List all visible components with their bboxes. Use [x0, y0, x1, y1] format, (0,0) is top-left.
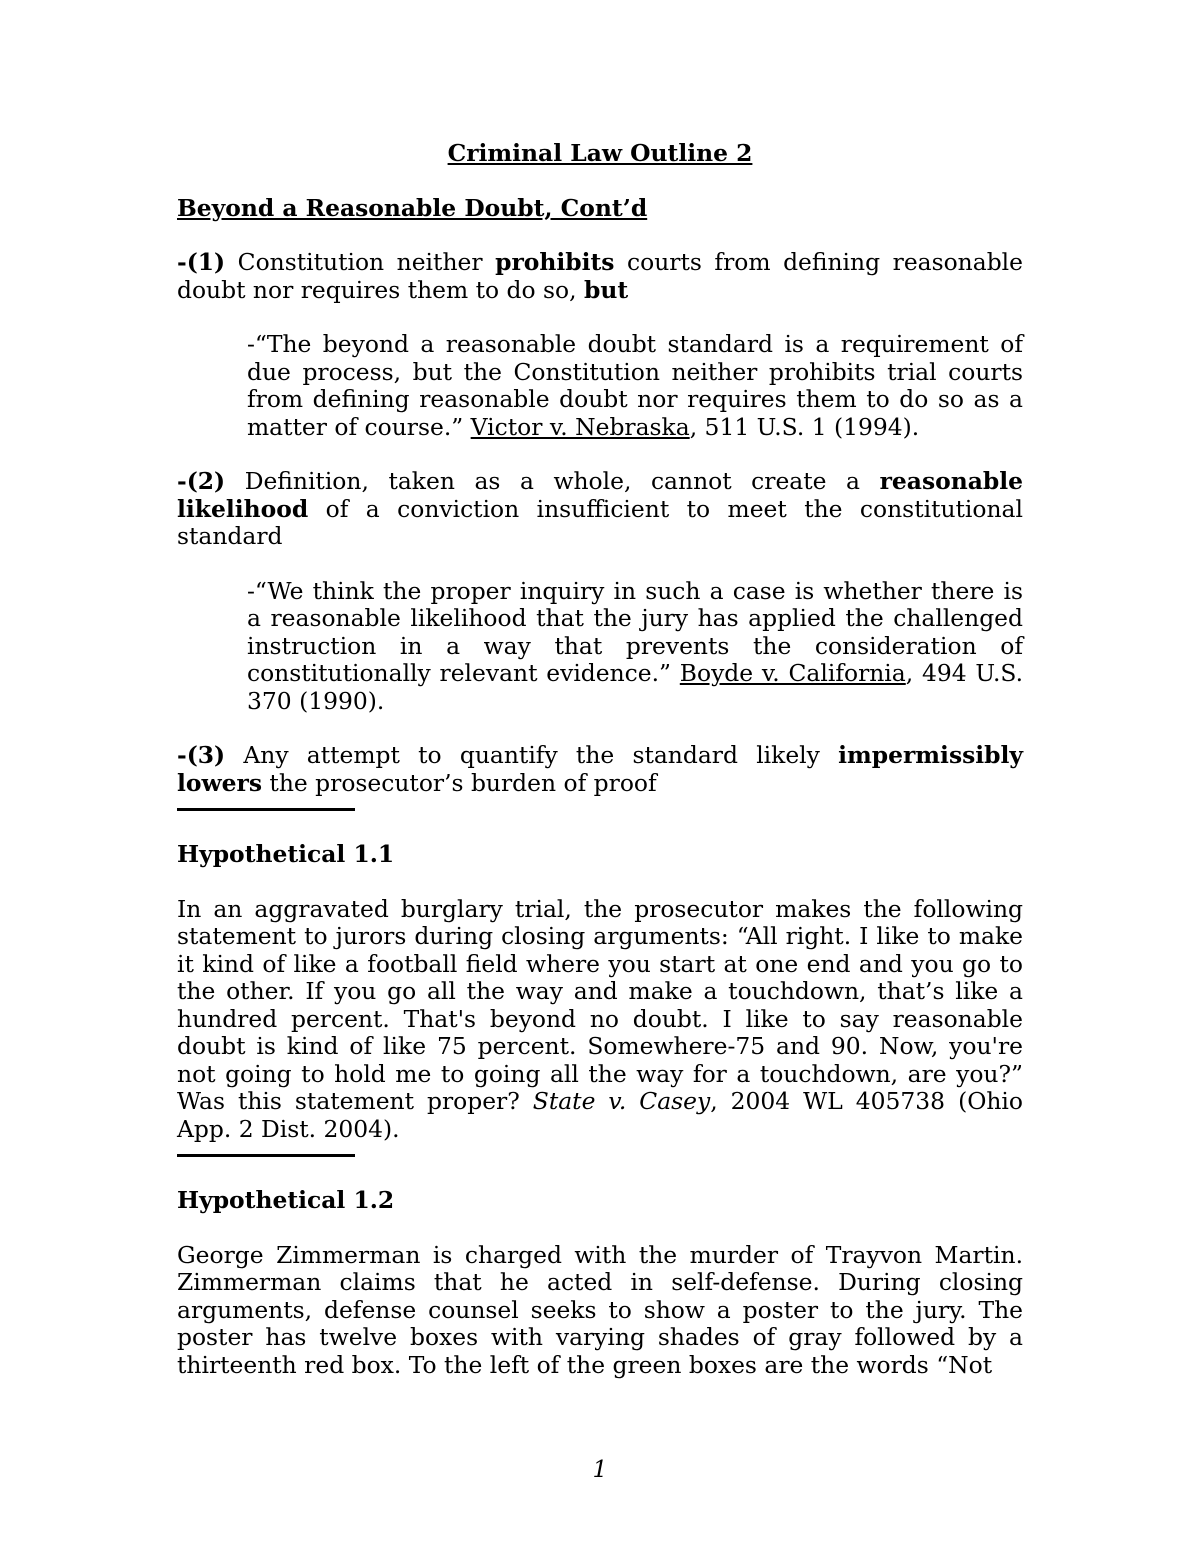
page-number: 1 [592, 1455, 608, 1483]
hypothetical-1-1-heading: Hypothetical 1.1 [177, 840, 395, 868]
outline-point-3 [177, 742, 1023, 797]
point-text: Constitution neither [225, 248, 496, 276]
point-text: courts from defining reasonable doubt nor requires them to do so, [177, 248, 1023, 304]
separator-rule [177, 808, 355, 811]
point-number: -(1) [177, 248, 226, 276]
case-citation: , 494 U.S. 370 (1990). [247, 659, 1024, 715]
quote-text: -“The beyond a reasonable doubt standard is a requirement of due process, but the Constitution neither prohibits trial courts from defining reasonable doubt nor requires them to do so as a matter of course.” [247, 330, 1023, 441]
outline-point-2 [177, 468, 1023, 551]
outline-point-1 [177, 249, 1023, 304]
case-name: State v. Casey [532, 1087, 711, 1115]
case-citation: , 2004 WL 405738 (Ohio App. 2 Dist. 2004). [177, 1087, 1023, 1143]
point-emphasis: reasonable likelihood [177, 467, 1023, 523]
document-content [177, 140, 1023, 1406]
quote-text: -“We think the proper inquiry in such a case is whether there is a reasonable likelihood that the jury has applied the challenged instruction in a way that prevents the consideration of constitutionally relevant evidence.” [247, 576, 1023, 687]
separator-rule [177, 1154, 355, 1157]
point-number: -(3) [177, 741, 226, 769]
point-emphasis: prohibits [495, 248, 615, 276]
point-emphasis: but [583, 275, 629, 304]
case-citation: , 511 U.S. 1 (1994). [689, 412, 920, 441]
case-name: Boyde v. California [679, 659, 906, 687]
section-heading: Beyond a Reasonable Doubt, Cont’d [177, 193, 648, 222]
point-text: of a conviction insufficient to meet the constitutional standard [177, 494, 1023, 550]
hypothetical-text: In an aggravated burglary trial, the prosecutor makes the following statement to jurors during closing arguments: “All right. I like to make it kind of like a football field where you start at one end and you go to the other. If you go all the way and make a touchdown, that’s like a hundred percent. That's beyond no doubt. I like to say reasonable doubt is kind of like 75 percent. Somewhere-75 and 90. Now, you're not going to hold me to going all the way for a touchdown, are you?” Was this statement proper? [177, 894, 1023, 1115]
document-title: Criminal Law Outline 2 [447, 139, 753, 167]
quote-boyde [247, 578, 1023, 716]
case-name: Victor v. Nebraska [470, 412, 690, 441]
point-number: -(2) [177, 467, 226, 495]
hypothetical-1-1-body [177, 896, 1023, 1144]
hypothetical-1-2-heading: Hypothetical 1.2 [177, 1186, 395, 1214]
hypothetical-1-2-body: George Zimmerman is charged with the murder of Trayvon Martin. Zimmerman claims that he acted in self-defense. During closing arguments, defense counsel seeks to show a poster to the jury. The poster has twelve boxes with varying shades of gray followed by a thirteenth red box. To the left of the green boxes are the words “Not [177, 1240, 1023, 1379]
point-text: the prosecutor’s burden of proof [262, 768, 657, 797]
point-emphasis: impermissibly lowers [177, 741, 1023, 797]
point-text: Definition, taken as a whole, cannot create a [225, 467, 880, 495]
quote-victor [247, 331, 1023, 441]
point-text: Any attempt to quantify the standard likely [225, 741, 839, 769]
